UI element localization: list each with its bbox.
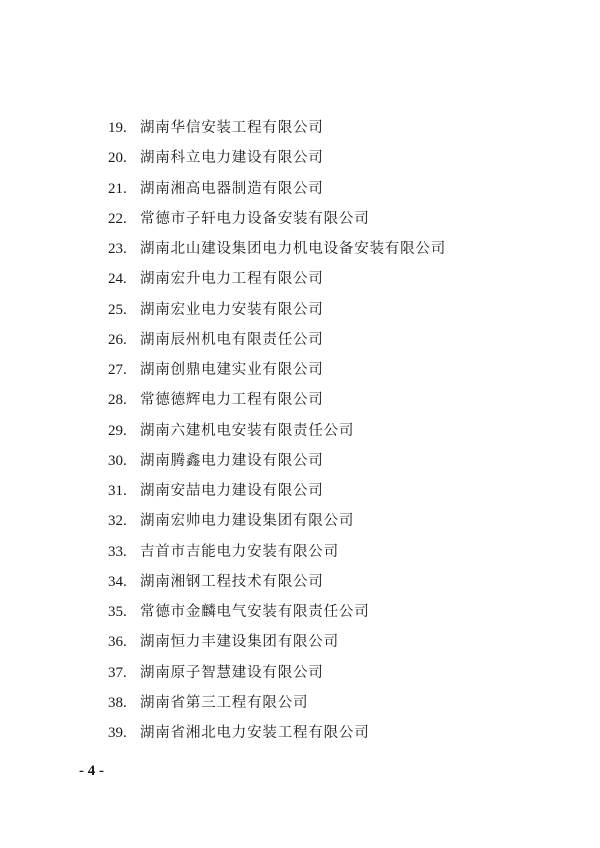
item-number: 26. — [108, 331, 127, 348]
list-item — [108, 264, 446, 294]
list-item — [108, 597, 446, 627]
list-item — [108, 174, 446, 204]
item-number: 32. — [108, 513, 127, 530]
item-number: 20. — [108, 150, 127, 167]
list-item — [108, 295, 446, 325]
item-number: 27. — [108, 362, 127, 378]
item-number: 39. — [108, 725, 127, 741]
item-number: 38. — [108, 694, 127, 711]
company-name: 湖南六建机电安装有限责任公司 — [140, 422, 355, 439]
list-item — [108, 113, 446, 143]
item-number: 22. — [108, 210, 127, 227]
item-number: 33. — [108, 543, 127, 560]
company-name: 湖南原子智慧建设有限公司 — [140, 664, 324, 681]
item-number: 19. — [108, 120, 127, 136]
list-item — [108, 355, 446, 385]
company-name: 常德市金麟电气安装有限责任公司 — [140, 604, 370, 620]
list-item — [108, 658, 446, 688]
company-name: 湖南省湘北电力安装工程有限公司 — [140, 725, 370, 741]
company-list — [108, 113, 446, 748]
item-number: 30. — [108, 452, 127, 469]
list-item — [108, 476, 446, 506]
page-number: - 4 - — [79, 763, 104, 779]
item-number: 37. — [108, 664, 127, 681]
list-item — [108, 506, 446, 536]
company-name: 湖南安喆电力建设有限公司 — [140, 483, 324, 499]
item-number: 29. — [108, 422, 127, 439]
company-name: 湖南湘钢工程技术有限公司 — [140, 573, 324, 590]
item-number: 23. — [108, 241, 127, 257]
list-item — [108, 567, 446, 597]
company-name: 湖南省第三工程有限公司 — [140, 694, 309, 711]
company-name: 湖南宏升电力工程有限公司 — [140, 271, 324, 288]
list-item — [108, 325, 446, 355]
list-item — [108, 627, 446, 657]
company-name: 湖南湘高电器制造有限公司 — [140, 180, 324, 197]
company-name: 湖南辰州机电有限责任公司 — [140, 331, 324, 348]
list-item — [108, 385, 446, 415]
item-number: 25. — [108, 301, 127, 318]
item-number: 21. — [108, 180, 127, 197]
list-item — [108, 537, 446, 567]
item-number: 24. — [108, 271, 127, 288]
company-name: 湖南宏业电力安装有限公司 — [140, 301, 324, 318]
item-number: 34. — [108, 573, 127, 590]
list-item — [108, 446, 446, 476]
list-item — [108, 718, 446, 748]
company-name: 湖南恒力丰建设集团有限公司 — [140, 634, 339, 651]
list-item — [108, 204, 446, 234]
list-item — [108, 688, 446, 718]
company-name: 湖南宏帅电力建设集团有限公司 — [140, 513, 355, 530]
list-item — [108, 234, 446, 264]
company-name: 湖南北山建设集团电力机电设备安装有限公司 — [140, 241, 446, 257]
list-item — [108, 143, 446, 173]
company-name: 吉首市吉能电力安装有限公司 — [140, 543, 339, 560]
item-number: 31. — [108, 483, 127, 499]
company-name: 湖南腾鑫电力建设有限公司 — [140, 452, 324, 469]
company-name: 湖南创鼎电建实业有限公司 — [140, 362, 324, 378]
item-number: 36. — [108, 634, 127, 651]
list-item — [108, 416, 446, 446]
company-name: 湖南华信安装工程有限公司 — [140, 120, 324, 136]
company-name: 湖南科立电力建设有限公司 — [140, 150, 324, 167]
company-name: 常德德辉电力工程有限公司 — [140, 392, 324, 409]
company-name: 常德市子轩电力设备安装有限公司 — [140, 210, 370, 227]
item-number: 28. — [108, 392, 127, 409]
item-number: 35. — [108, 604, 127, 620]
